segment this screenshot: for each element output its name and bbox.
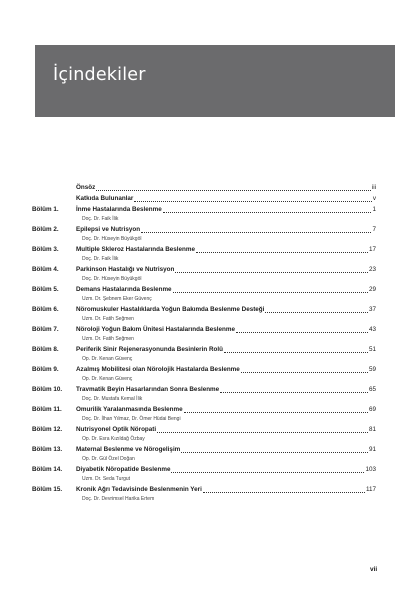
toc-entry[interactable] xyxy=(32,384,376,403)
toc-entry[interactable] xyxy=(32,304,376,323)
chapter-number: Bölüm 2. xyxy=(32,226,59,233)
chapter-title: Nöromuskuler Hastalıklarda Yoğun Bakımda Beslenme Desteği xyxy=(76,306,265,313)
toc-entry-row xyxy=(32,244,376,255)
toc-entry-row xyxy=(32,182,376,193)
chapter-title: Periferik Sinir Rejenerasyonunda Besinlerin Rolü xyxy=(76,346,223,353)
entry-page-number: 29 xyxy=(368,286,376,293)
entry-title-line xyxy=(76,264,376,275)
chapter-number: Bölüm 5. xyxy=(32,286,59,293)
toc-entry[interactable] xyxy=(32,444,376,463)
entry-page-number: iii xyxy=(371,184,376,191)
entry-page-number: v xyxy=(372,195,376,202)
toc-entry-row xyxy=(32,404,376,415)
dot-leader xyxy=(224,352,368,353)
chapter-title: Travmatik Beyin Hasarlarından Sonra Beslenme xyxy=(76,386,220,393)
chapter-authors: Doç. Dr. Faik İlik xyxy=(82,256,119,262)
chapter-title: Katkıda Bulunanlar xyxy=(76,195,134,202)
dot-leader xyxy=(203,492,365,493)
chapter-title: Parkinson Hastalığı ve Nutrisyon xyxy=(76,266,175,273)
chapter-number: Bölüm 13. xyxy=(32,446,63,453)
entry-title-line xyxy=(76,384,376,395)
chapter-authors: Doç. Dr. Mustafa Kemal İlik xyxy=(82,396,143,402)
toc-entry[interactable] xyxy=(32,204,376,223)
toc-entry[interactable] xyxy=(32,324,376,343)
entry-page-number: 7 xyxy=(372,226,376,233)
toc-entry[interactable] xyxy=(32,284,376,303)
entry-page-number: 65 xyxy=(368,386,376,393)
entry-page-number: 51 xyxy=(368,346,376,353)
chapter-authors: Op. Dr. Gül Özel Doğan xyxy=(82,456,135,462)
entry-title-line xyxy=(76,224,376,235)
toc-entry[interactable] xyxy=(32,404,376,423)
toc-entry[interactable] xyxy=(32,193,376,204)
chapter-authors: Uzm. Dr. Şebnem Eker Güvenç xyxy=(82,296,152,302)
chapter-title: Nutrisyonel Optik Nöropati xyxy=(76,426,157,433)
chapter-number: Bölüm 14. xyxy=(32,466,63,473)
dot-leader xyxy=(265,312,368,313)
entry-title-line xyxy=(76,244,376,255)
toc-entry[interactable] xyxy=(32,244,376,263)
chapter-title: Epilepsi ve Nutrisyon xyxy=(76,226,141,233)
chapter-title: İnme Hastalarında Beslenme xyxy=(76,206,162,213)
toc-entry[interactable] xyxy=(32,264,376,283)
toc-entry[interactable] xyxy=(32,364,376,383)
toc-entry-row xyxy=(32,304,376,315)
dot-leader xyxy=(141,232,371,233)
chapter-authors: Uzm. Dr. Seda Turgut xyxy=(82,476,131,482)
toc-entry-row xyxy=(32,484,376,495)
entry-page-number: 103 xyxy=(365,466,376,473)
chapter-title: Omurilik Yaralanmasında Beslenme xyxy=(76,406,183,413)
chapter-number: Bölüm 1. xyxy=(32,206,59,213)
entry-page-number: 117 xyxy=(365,486,376,493)
toc-entry[interactable] xyxy=(32,344,376,363)
entry-page-number: 1 xyxy=(372,206,376,213)
chapter-title: Azalmış Mobilitesi olan Nörolojik Hastalarda Beslenme xyxy=(76,366,240,373)
dot-leader xyxy=(175,272,368,273)
entry-page-number: 91 xyxy=(368,446,376,453)
chapter-number: Bölüm 8. xyxy=(32,346,59,353)
chapter-title: Demans Hastalarında Beslenme xyxy=(76,286,172,293)
toc-entry-row xyxy=(32,324,376,335)
dot-leader xyxy=(171,472,364,473)
toc-entry-row xyxy=(32,344,376,355)
chapter-number: Bölüm 9. xyxy=(32,366,59,373)
toc-entry-row xyxy=(32,464,376,475)
chapter-number: Bölüm 10. xyxy=(32,386,63,393)
entry-title-line xyxy=(76,484,376,495)
entry-title-line xyxy=(76,424,376,435)
chapter-authors: Doç. Dr. Hüseyin Büyükgöl xyxy=(82,236,142,242)
entry-title-line xyxy=(76,464,376,475)
page-number: vii xyxy=(370,566,378,573)
entry-title-line xyxy=(76,404,376,415)
chapter-title: Diyabetik Nöropatide Beslenme xyxy=(76,466,171,473)
dot-leader xyxy=(163,212,372,213)
dot-leader xyxy=(134,201,371,202)
entry-title-line xyxy=(76,193,376,204)
chapter-authors: Op. Dr. Esra Kızıldağ Özbay xyxy=(82,436,145,442)
entry-title-line xyxy=(76,344,376,355)
entry-page-number: 37 xyxy=(368,306,376,313)
chapter-authors: Op. Dr. Kenan Güvenç xyxy=(82,376,133,382)
chapter-title: Multiple Skleroz Hastalarında Beslenme xyxy=(76,246,195,253)
dot-leader xyxy=(157,432,368,433)
entry-page-number: 43 xyxy=(368,326,376,333)
chapter-number: Bölüm 12. xyxy=(32,426,63,433)
header-band xyxy=(35,45,395,117)
toc-entry[interactable] xyxy=(32,424,376,443)
entry-title-line xyxy=(76,284,376,295)
toc-entry-row xyxy=(32,444,376,455)
page-title: İçindekiler xyxy=(53,65,146,85)
chapter-number: Bölüm 3. xyxy=(32,246,59,253)
chapter-number: Bölüm 15. xyxy=(32,486,63,493)
chapter-authors: Uzm. Dr. Fatih Seğmen xyxy=(82,316,134,322)
dot-leader xyxy=(220,392,368,393)
table-of-contents xyxy=(32,182,376,504)
toc-entry-row xyxy=(32,224,376,235)
chapter-authors: Op. Dr. Kenan Güvenç xyxy=(82,356,133,362)
toc-entry-row xyxy=(32,264,376,275)
toc-entry[interactable] xyxy=(32,182,376,193)
entry-page-number: 59 xyxy=(368,366,376,373)
dot-leader xyxy=(184,412,368,413)
entry-page-number: 17 xyxy=(368,246,376,253)
chapter-title: Kronik Ağrı Tedavisinde Beslenmenin Yeri xyxy=(76,486,202,493)
chapter-title: Önsöz xyxy=(76,184,96,191)
entry-title-line xyxy=(76,304,376,315)
entry-page-number: 81 xyxy=(368,426,376,433)
chapter-number: Bölüm 7. xyxy=(32,326,59,333)
entry-page-number: 69 xyxy=(368,406,376,413)
toc-entry-row xyxy=(32,384,376,395)
toc-entry-row xyxy=(32,193,376,204)
entry-title-line xyxy=(76,364,376,375)
toc-entry-row xyxy=(32,424,376,435)
toc-entry-row xyxy=(32,284,376,295)
dot-leader xyxy=(236,332,368,333)
toc-entry[interactable] xyxy=(32,224,376,243)
entry-title-line xyxy=(76,444,376,455)
chapter-authors: Doç. Dr. İlhan Yılmaz, Dr. Ömer Hüdai Bengi xyxy=(82,416,181,422)
toc-entry[interactable] xyxy=(32,484,376,503)
entry-page-number: 23 xyxy=(368,266,376,273)
toc-entry-row xyxy=(32,364,376,375)
chapter-authors: Doç. Dr. Devrimsel Harika Ertem xyxy=(82,496,155,502)
chapter-number: Bölüm 4. xyxy=(32,266,59,273)
dot-leader xyxy=(181,452,368,453)
chapter-title: Nöroloji Yoğun Bakım Ünitesi Hastalarında Beslenme xyxy=(76,326,235,333)
dot-leader xyxy=(96,190,371,191)
entry-title-line xyxy=(76,324,376,335)
toc-entry-row xyxy=(32,204,376,215)
chapter-title: Maternal Beslenme ve Nörogelişim xyxy=(76,446,181,453)
chapter-number: Bölüm 11. xyxy=(32,406,62,413)
chapter-number: Bölüm 6. xyxy=(32,306,59,313)
entry-title-line xyxy=(76,182,376,193)
entry-title-line xyxy=(76,204,376,215)
chapter-authors: Uzm. Dr. Fatih Seğmen xyxy=(82,336,134,342)
chapter-authors: Doç. Dr. Hüseyin Büyükgöl xyxy=(82,276,142,282)
dot-leader xyxy=(196,252,368,253)
toc-entry[interactable] xyxy=(32,464,376,483)
chapter-authors: Doç. Dr. Faik İlik xyxy=(82,216,119,222)
dot-leader xyxy=(173,292,368,293)
dot-leader xyxy=(241,372,368,373)
